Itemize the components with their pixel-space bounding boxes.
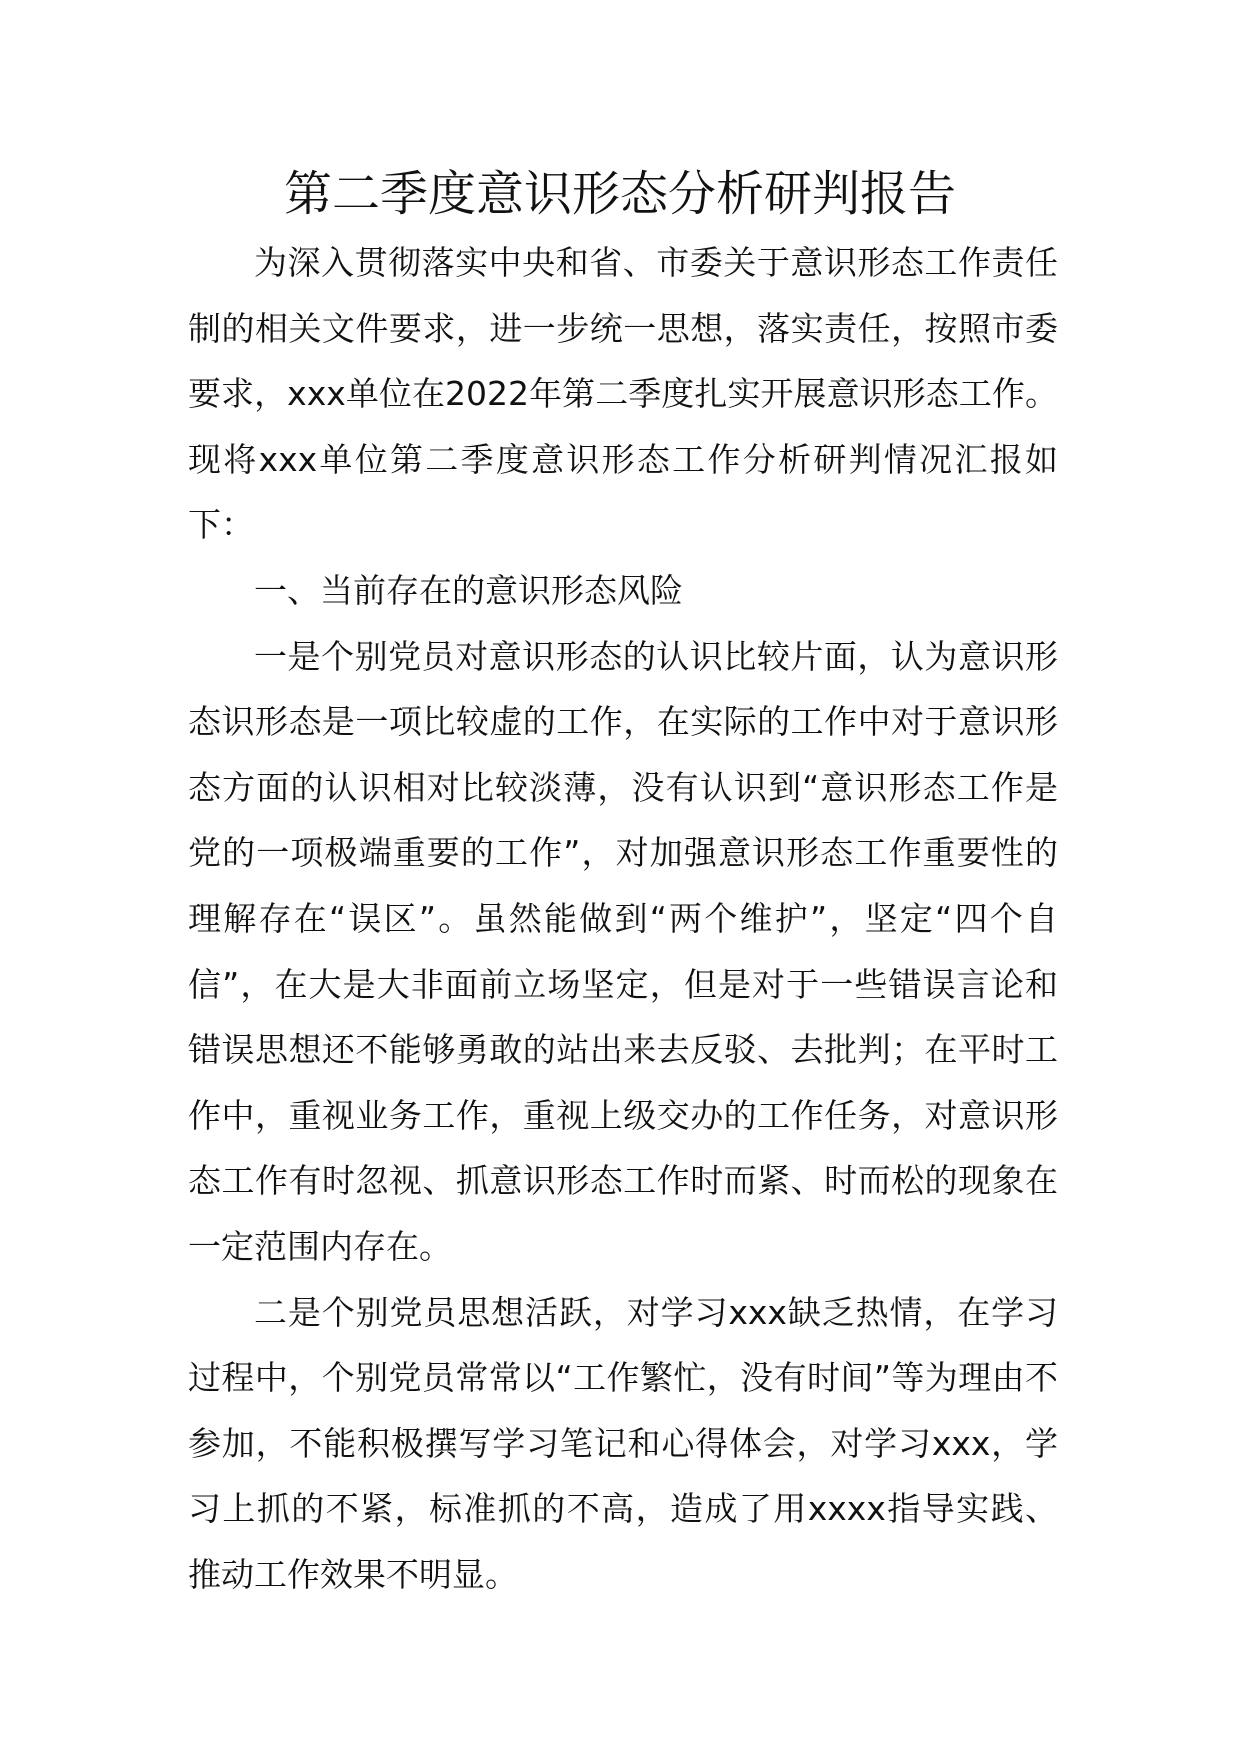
document-body bbox=[188, 230, 1058, 1607]
risk-paragraph-1: 一是个别党员对意识形态的认识比较片面，认为意识形态识形态是一项比较虚的工作，在实际的工作中对于意识形态方面的认识相对比较淡薄，没有认识到“意识形态工作是党的一项极端重要的工作”，对加强意识形态工作重要性的理解存在“误区”。虽然能做到“两个维护”，坚定“四个自信”，在大是大非面前立场坚定，但是对于一些错误言论和错误思想还不能够勇敢的站出来去反驳、去批判；在平时工作中，重视业务工作，重视上级交办的工作任务，对意识形态工作有时忽视、抓意识形态工作时而紧、时而松的现象在一定范围内存在。 bbox=[188, 636, 1058, 1266]
risk-paragraph-2: 二是个别党员思想活跃，对学习xxx缺乏热情，在学习过程中，个别党员常常以“工作繁忙，没有时间”等为理由不参加，不能积极撰写学习笔记和心得体会，对学习xxx，学习上抓的不紧，标准抓的不高，造成了用xxxx指导实践、推动工作效果不明显。 bbox=[188, 1292, 1058, 1594]
document-title: 第二季度意识形态分析研判报告 bbox=[283, 166, 956, 222]
section-heading: 一、当前存在的意识形态风险 bbox=[254, 570, 683, 610]
intro-paragraph: 为深入贯彻落实中央和省、市委关于意识形态工作责任制的相关文件要求，进一步统一思想，落实责任，按照市委要求，xxx单位在2022年第二季度扎实开展意识形态工作。现将xxx单位第二季度意识形态工作分析研判情况汇报如下： bbox=[188, 243, 1058, 545]
